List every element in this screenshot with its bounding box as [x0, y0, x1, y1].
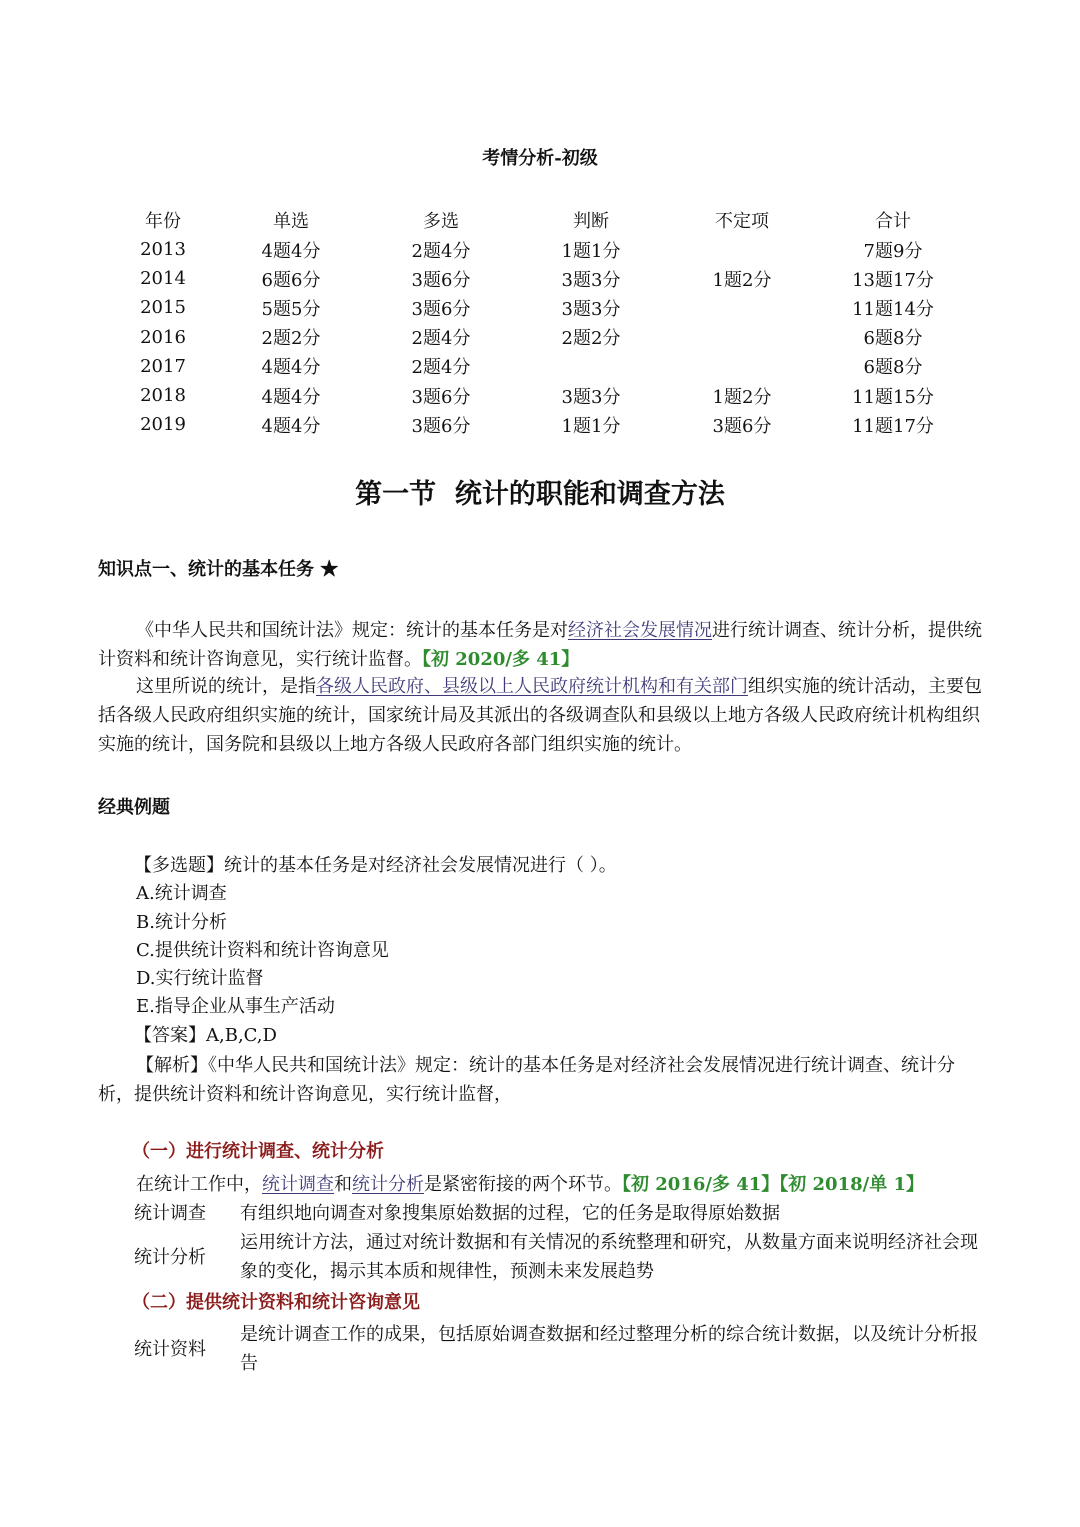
- exam-tag: 【初 2016/多 41】【初 2018/单 1】: [622, 1174, 924, 1195]
- header-total: 合计: [875, 210, 911, 232]
- subsection-1-heading: （一）进行统计调查、统计分析: [132, 1141, 384, 1162]
- intro-text-start: 在统计工作中，: [136, 1174, 262, 1195]
- cell-single: 2题2分: [261, 328, 321, 350]
- scope-underlined-phrase: 各级人民政府、县级以上人民政府统计机构和有关部门: [316, 676, 748, 697]
- cell-year: 2017: [140, 355, 186, 377]
- option-e: E.指导企业从事生产活动: [136, 996, 335, 1018]
- header-indefinite: 不定项: [715, 210, 769, 232]
- cell-total: 11题14分: [852, 298, 934, 320]
- scope-text-end: 组织实施的统计活动，主要包括各级人民政府组织实施的统计，国家统计局及其派出的各级调查队和县级以上地方各级人民政府统计机构组织实施的统计，国务院和县级以上地方各级人民政府各部门组织实施的统计。: [98, 676, 982, 755]
- cell-multiple: 3题6分: [411, 269, 471, 291]
- scope-text-start: 这里所说的统计，是指: [136, 676, 316, 697]
- definition-table-2: [104, 1320, 985, 1378]
- definition-table-1: [104, 1199, 985, 1286]
- cell-year: 2019: [140, 414, 186, 436]
- cell-multiple: 2题4分: [411, 357, 471, 379]
- cell-judge: 3题3分: [561, 298, 621, 320]
- subsection-2-heading: （二）提供统计资料和统计咨询意见: [132, 1292, 420, 1313]
- classic-example-label: 经典例题: [98, 797, 170, 818]
- header-multiple: 多选: [423, 210, 459, 232]
- law-paragraph: [98, 616, 988, 674]
- table-row: [110, 323, 968, 352]
- cell-indefinite: 1题2分: [712, 269, 772, 291]
- cell-judge: 1题1分: [561, 240, 621, 262]
- cell-single: 6题6分: [261, 269, 321, 291]
- cell-total: 6题8分: [863, 357, 923, 379]
- cell-judge: 2题2分: [561, 328, 621, 350]
- cell-multiple: 3题6分: [411, 298, 471, 320]
- law-text-end: 进行统计调查、统计分析，提供统计资料和统计咨询意见，实行统计监督。: [98, 620, 982, 670]
- cell-single: 4题4分: [261, 240, 321, 262]
- cell-year: 2014: [140, 268, 186, 290]
- section-title: 第一节 统计的职能和调查方法: [355, 479, 725, 510]
- definition-term: 统计资料: [134, 1338, 206, 1360]
- cell-year: 2018: [140, 385, 186, 407]
- cell-single: 4题4分: [261, 386, 321, 408]
- table-header-row: [110, 204, 968, 235]
- cell-total: 7题9分: [863, 240, 923, 262]
- knowledge-point-title: 知识点一、统计的基本任务 ★: [98, 559, 339, 580]
- cell-multiple: 2题4分: [411, 328, 471, 350]
- definition-text: 运用统计方法，通过对统计数据和有关情况的系统整理和研究，从数量方面来说明经济社会现象的变化，揭示其本质和规律性，预测未来发展趋势: [240, 1232, 978, 1282]
- cell-judge: [516, 352, 666, 381]
- cell-total: 13题17分: [852, 269, 934, 291]
- definition-text: 是统计调查工作的成果，包括原始调查数据和经过整理分析的综合统计数据，以及统计分析报告: [240, 1324, 978, 1374]
- table-row: [110, 235, 968, 264]
- intro-and: 和: [334, 1174, 352, 1195]
- cell-total: 11题15分: [852, 386, 934, 408]
- cell-indefinite: [666, 293, 818, 322]
- cell-multiple: 3题6分: [411, 415, 471, 437]
- subsection-1-intro: [136, 1170, 996, 1199]
- definition-text: 有组织地向调查对象搜集原始数据的过程，它的任务是取得原始数据: [240, 1203, 780, 1224]
- cell-single: 5题5分: [261, 298, 321, 320]
- cell-indefinite: [666, 235, 818, 264]
- cell-total: 11题17分: [852, 415, 934, 437]
- table-row: [110, 352, 968, 381]
- exam-stats-table: [110, 204, 968, 439]
- question-stem: 【多选题】统计的基本任务是对经济社会发展情况进行（ ）。: [134, 855, 617, 876]
- option-b: B.统计分析: [136, 911, 227, 933]
- intro-text-end: 是紧密衔接的两个环节。: [424, 1174, 622, 1195]
- definition-row: [104, 1228, 985, 1286]
- header-judge: 判断: [573, 210, 609, 232]
- table-row: [110, 381, 968, 410]
- cell-multiple: 2题4分: [411, 240, 471, 262]
- law-underlined-phrase: 经济社会发展情况: [568, 620, 712, 641]
- option-c: C.提供统计资料和统计咨询意见: [136, 939, 389, 961]
- table-row: [110, 410, 968, 439]
- cell-judge: 3题3分: [561, 386, 621, 408]
- cell-judge: 3题3分: [561, 269, 621, 291]
- cell-indefinite: [666, 352, 818, 381]
- cell-indefinite: [666, 323, 818, 352]
- intro-underlined-survey: 统计调查: [262, 1174, 334, 1195]
- definition-row: [104, 1320, 985, 1378]
- cell-indefinite: 3题6分: [712, 415, 772, 437]
- scope-paragraph: [98, 672, 988, 759]
- cell-judge: 1题1分: [561, 415, 621, 437]
- cell-year: 2016: [140, 326, 186, 348]
- definition-term: 统计分析: [134, 1246, 206, 1268]
- analysis-paragraph: 【解析】《中华人民共和国统计法》规定：统计的基本任务是对经济社会发展情况进行统计调查、统计分析，提供统计资料和统计咨询意见，实行统计监督，: [98, 1055, 955, 1105]
- cell-single: 4题4分: [261, 357, 321, 379]
- example-question-block: [134, 852, 984, 1050]
- cell-year: 2013: [140, 239, 186, 261]
- table-row: [110, 264, 968, 293]
- intro-underlined-analysis: 统计分析: [352, 1174, 424, 1195]
- law-text-start: 《中华人民共和国统计法》规定：统计的基本任务是对: [136, 620, 568, 641]
- cell-year: 2015: [140, 297, 186, 319]
- definition-row: [104, 1199, 985, 1228]
- cell-indefinite: 1题2分: [712, 386, 772, 408]
- cell-single: 4题4分: [261, 415, 321, 437]
- option-a: A.统计调查: [136, 883, 227, 905]
- option-d: D.实行统计监督: [136, 968, 264, 990]
- cell-total: 6题8分: [863, 328, 923, 350]
- answer-line: 【答案】A,B,C,D: [134, 1024, 277, 1046]
- table-row: [110, 293, 968, 322]
- definition-term: 统计调查: [134, 1203, 206, 1224]
- header-year: 年份: [145, 210, 181, 232]
- exam-tag: 【初 2020/多 41】: [422, 649, 580, 670]
- cell-multiple: 3题6分: [411, 386, 471, 408]
- exam-analysis-title: 考情分析-初级: [482, 148, 598, 169]
- header-single: 单选: [273, 210, 309, 232]
